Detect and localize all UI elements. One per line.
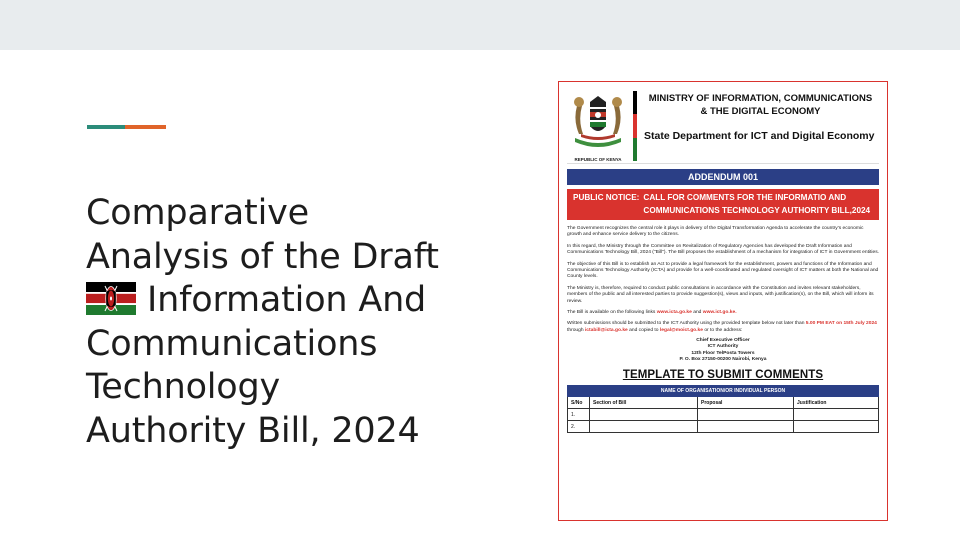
table-cell — [698, 421, 794, 433]
link-ict[interactable]: www.ict.go.ke. — [702, 310, 737, 316]
title-line: Analysis of the Draft — [86, 236, 439, 277]
template-title: TEMPLATE TO SUBMIT COMMENTS — [622, 369, 824, 382]
notice-paragraph: The Government recognizes the central role it plays in delivery of the Digital Transformation Agenda to accelerate the country's economic growth and enhance service delivery to the citizens. — [567, 226, 864, 238]
public-notice-document — [558, 81, 888, 521]
notice-header — [567, 88, 879, 164]
notice-paragraph: The Ministry is, therefore, required to conduct public consultations in accordance with the Constitution and invites relevant stakeholders, members of the public and all interested parties to provide suggestion(s), views and inputs, with justification(s), on the Bill, which will inform its review. — [567, 285, 874, 304]
column-header: Justification — [794, 397, 879, 409]
table-cell — [590, 421, 698, 433]
notice-paragraph: In this regard, the Ministry through the Committee on Revitalization of Regulatory Agencies has developed the Draft Information and Communications Technology Bill, 2024 ("Bill"). The Bill proposes the establishment of a mechanism for integration of ICT in Government entities. — [567, 243, 880, 256]
table-cell: 1. — [568, 409, 590, 421]
table-cell — [794, 409, 879, 421]
title-line: Comparative — [86, 193, 309, 233]
slide-title — [86, 192, 516, 453]
public-notice-label: PUBLIC NOTICE: — [573, 193, 640, 202]
submit-copied: and copied to — [629, 327, 659, 333]
email-icta[interactable]: ictabill@icta.go.ke — [584, 327, 628, 333]
kenya-flag-icon — [86, 282, 136, 315]
column-header: S/No — [568, 397, 590, 409]
table-cell: 2. — [568, 421, 590, 433]
links-prefix: The Bill is available on the following links — [567, 310, 656, 316]
column-header: Section of Bill — [590, 397, 698, 409]
deadline: 5.00 PM EAT on 15th July 2024 — [805, 321, 877, 327]
title-line-with-flag — [86, 279, 516, 323]
addendum-banner: ADDENDUM 001 — [567, 169, 879, 185]
ministry-heading — [642, 88, 879, 163]
notice-body — [567, 226, 879, 334]
column-header: Proposal — [698, 397, 794, 409]
title-line: Technology — [86, 367, 281, 407]
address-line: P. O. Box 27150-00200 Nairobi, Kenya — [679, 356, 767, 362]
table-row — [568, 409, 879, 421]
coat-of-arms-icon — [567, 88, 629, 164]
table-row — [568, 421, 879, 433]
postal-address — [567, 338, 879, 363]
submission-paragraph — [567, 321, 879, 334]
link-icta[interactable]: www.icta.go.ke — [656, 310, 692, 316]
ministry-name-line2: & THE DIGITAL ECONOMY — [700, 106, 821, 117]
table-org-row — [568, 386, 879, 397]
notice-paragraph: The objective of this Bill is to establish an Act to provide a legal framework for the establishment, powers and functions of the Information and Communications Technology Authority (ICTA) and provide for a well-coordinated and regulated oversight of ICT matters at both the National and County levels. — [567, 261, 879, 280]
links-and: and — [693, 310, 702, 316]
coat-caption: REPUBLIC OF KENYA — [574, 157, 622, 162]
ministry-name-line1: MINISTRY OF INFORMATION, COMMUNICATIONS — [648, 93, 873, 104]
public-notice-banner — [567, 189, 879, 220]
table-cell — [590, 409, 698, 421]
submit-suffix: or to the address: — [704, 327, 743, 333]
table-cell — [698, 409, 794, 421]
submit-through: through — [567, 327, 584, 333]
state-department: State Department for ICT and Digital Economy — [644, 130, 875, 142]
public-notice-text: CALL FOR COMMENTS FOR THE INFORMATIO AND COMMUNICATIONS TECHNOLOGY AUTHORITY BILL,2024 — [643, 193, 871, 215]
email-legal[interactable]: legal@moict.go.ke — [659, 327, 703, 333]
address-line: ICT Authority — [707, 344, 739, 350]
title-line: Authority Bill, 2024 — [86, 410, 420, 451]
address-line: 12th Floor TelPosta Towers — [691, 350, 755, 356]
accent-line — [87, 125, 166, 129]
accent-teal-segment — [87, 125, 125, 129]
title-line: Communications — [86, 323, 378, 364]
flag-color-bar — [633, 91, 637, 161]
accent-orange-segment — [125, 125, 166, 129]
links-paragraph — [567, 310, 879, 316]
title-line-text: Information And — [147, 280, 427, 320]
table-header-row — [568, 397, 879, 409]
top-band — [0, 0, 960, 50]
comments-table — [567, 385, 879, 433]
table-cell — [794, 421, 879, 433]
org-header-cell: NAME OF ORGANISATION/OR INDIVIDUAL PERSON — [568, 386, 879, 397]
address-line: Chief Executive Officer — [696, 338, 750, 344]
submit-prefix: Written submissions should be submitted to the ICT Authority using the provided template below not later than — [567, 321, 805, 327]
